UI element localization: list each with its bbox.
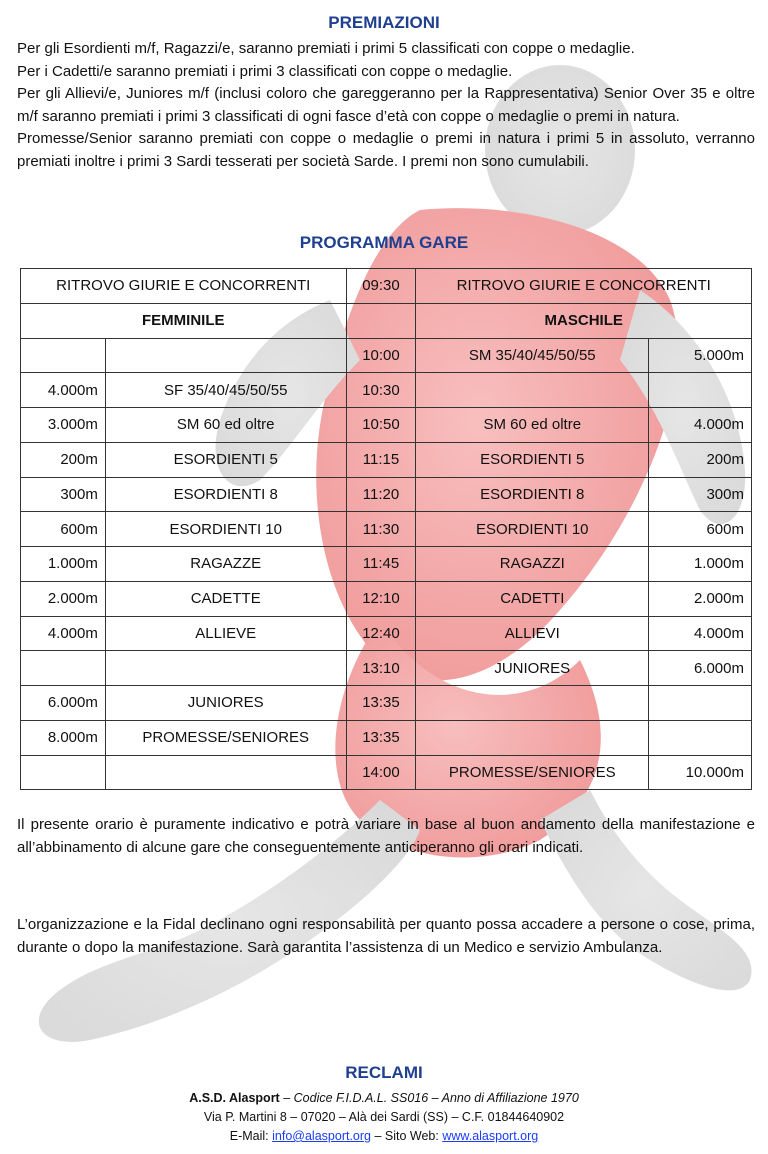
maschile-category-cell: ESORDIENTI 8 bbox=[416, 477, 649, 512]
table-row bbox=[21, 408, 752, 443]
femminile-category-cell bbox=[105, 651, 346, 686]
femminile-distance-cell: 4.000m bbox=[21, 616, 106, 651]
maschile-distance-cell: 10.000m bbox=[649, 755, 752, 790]
ritrovo-time-cell: 09:30 bbox=[346, 269, 416, 304]
femminile-distance-cell bbox=[21, 651, 106, 686]
maschile-distance-cell bbox=[649, 686, 752, 721]
femminile-category-cell: ESORDIENTI 10 bbox=[105, 512, 346, 547]
section-spacer-cell bbox=[346, 303, 416, 338]
maschile-category-cell: SM 60 ed oltre bbox=[416, 408, 649, 443]
maschile-distance-cell: 4.000m bbox=[649, 408, 752, 443]
time-cell: 13:35 bbox=[346, 720, 416, 755]
time-cell: 14:00 bbox=[346, 755, 416, 790]
premiazioni-line-1: Per gli Esordienti m/f, Ragazzi/e, saranno premiati i primi 5 classificati con coppe o medaglie. bbox=[17, 40, 635, 57]
femminile-distance-cell bbox=[21, 338, 106, 373]
femminile-category-cell: CADETTE bbox=[105, 581, 346, 616]
femminile-category-cell: SM 60 ed oltre bbox=[105, 408, 346, 443]
femminile-distance-cell: 8.000m bbox=[21, 720, 106, 755]
footer-org-name: A.S.D. Alasport bbox=[189, 1091, 280, 1105]
table-row-sections bbox=[21, 303, 752, 338]
femminile-distance-cell: 300m bbox=[21, 477, 106, 512]
time-cell: 11:20 bbox=[346, 477, 416, 512]
femminile-distance-cell: 4.000m bbox=[21, 373, 106, 408]
table-row bbox=[21, 651, 752, 686]
femminile-distance-cell: 2.000m bbox=[21, 581, 106, 616]
premiazioni-line-4: Promesse/Senior saranno premiati con coppe o medaglie o premi in natura i primi 5 in assoluto, verranno premiati inoltre i primi 3 Sardi tesserati per società Sarde. I premi non sono cumulabili. bbox=[17, 130, 755, 170]
femminile-distance-cell: 1.000m bbox=[21, 547, 106, 582]
femminile-category-cell: ESORDIENTI 5 bbox=[105, 442, 346, 477]
time-cell: 10:00 bbox=[346, 338, 416, 373]
maschile-distance-cell bbox=[649, 373, 752, 408]
ritrovo-right-cell: RITROVO GIURIE E CONCORRENTI bbox=[416, 269, 752, 304]
table-row bbox=[21, 477, 752, 512]
table-row bbox=[21, 547, 752, 582]
femminile-category-cell: JUNIORES bbox=[105, 686, 346, 721]
time-cell: 10:30 bbox=[346, 373, 416, 408]
femminile-distance-cell: 600m bbox=[21, 512, 106, 547]
femminile-category-cell: PROMESSE/SENIORES bbox=[105, 720, 346, 755]
footer-dash: – bbox=[279, 1091, 294, 1105]
footer-org-line bbox=[0, 1089, 768, 1108]
table-row bbox=[21, 616, 752, 651]
premiazioni-text bbox=[17, 38, 755, 173]
orario-note: Il presente orario è puramente indicativo e potrà variare in base al buon andamento della manifestazione e all’abbinamento di alcune gare che conseguentemente anticiperanno gli orari indicati. bbox=[17, 816, 755, 856]
femminile-distance-cell bbox=[21, 755, 106, 790]
time-cell: 12:10 bbox=[346, 581, 416, 616]
maschile-distance-cell bbox=[649, 720, 752, 755]
time-cell: 12:40 bbox=[346, 616, 416, 651]
footer-address: Via P. Martini 8 – 07020 – Alà dei Sardi (SS) – C.F. 01844640902 bbox=[203, 1110, 565, 1124]
maschile-distance-cell: 1.000m bbox=[649, 547, 752, 582]
maschile-header: MASCHILE bbox=[416, 303, 752, 338]
premiazioni-line-3: Per gli Allievi/e, Juniores m/f (inclusi coloro che gareggeranno per la Rappresentativa) Senior Over 35 e oltre m/f saranno premiati i primi 3 classificati di ogni fasce d’età con coppe o medaglie o premi in natura. bbox=[17, 85, 755, 125]
table-row bbox=[21, 442, 752, 477]
maschile-distance-cell: 6.000m bbox=[649, 651, 752, 686]
premiazioni-title: PREMIAZIONI bbox=[328, 13, 440, 32]
table-row bbox=[21, 338, 752, 373]
table-row bbox=[21, 581, 752, 616]
maschile-category-cell: PROMESSE/SENIORES bbox=[416, 755, 649, 790]
femminile-distance-cell: 200m bbox=[21, 442, 106, 477]
femminile-header: FEMMINILE bbox=[21, 303, 347, 338]
table-row bbox=[21, 373, 752, 408]
footer-codice: Codice F.I.D.A.L. SS016 – Anno di Affiliazione 1970 bbox=[293, 1091, 579, 1105]
time-cell: 13:35 bbox=[346, 686, 416, 721]
maschile-distance-cell: 2.000m bbox=[649, 581, 752, 616]
table-row bbox=[21, 686, 752, 721]
maschile-category-cell: ESORDIENTI 10 bbox=[416, 512, 649, 547]
maschile-distance-cell: 300m bbox=[649, 477, 752, 512]
femminile-category-cell: RAGAZZE bbox=[105, 547, 346, 582]
footer-contacts bbox=[0, 1127, 768, 1146]
table-row bbox=[21, 512, 752, 547]
footer-site-label: – Sito Web: bbox=[371, 1129, 443, 1143]
maschile-category-cell: ALLIEVI bbox=[416, 616, 649, 651]
programma-table bbox=[20, 268, 752, 790]
maschile-category-cell: RAGAZZI bbox=[416, 547, 649, 582]
maschile-category-cell bbox=[416, 686, 649, 721]
femminile-category-cell: SF 35/40/45/50/55 bbox=[105, 373, 346, 408]
femminile-category-cell bbox=[105, 755, 346, 790]
responsabilita-note: L’organizzazione e la Fidal declinano ogni responsabilità per quanto possa accadere a persone o cose, prima, durante o dopo la manifestazione. Sarà garantita l’assistenza di un Medico e servizio Ambulanza. bbox=[17, 916, 755, 956]
footer-email-label: E-Mail: bbox=[229, 1129, 273, 1143]
maschile-distance-cell: 4.000m bbox=[649, 616, 752, 651]
femminile-category-cell bbox=[105, 338, 346, 373]
time-cell: 11:15 bbox=[346, 442, 416, 477]
femminile-category-cell: ALLIEVE bbox=[105, 616, 346, 651]
time-cell: 11:30 bbox=[346, 512, 416, 547]
femminile-distance-cell: 6.000m bbox=[21, 686, 106, 721]
femminile-category-cell: ESORDIENTI 8 bbox=[105, 477, 346, 512]
maschile-category-cell: JUNIORES bbox=[416, 651, 649, 686]
footer-email-link[interactable]: info@alasport.org bbox=[272, 1129, 371, 1143]
time-cell: 11:45 bbox=[346, 547, 416, 582]
maschile-distance-cell: 600m bbox=[649, 512, 752, 547]
reclami-title: RECLAMI bbox=[345, 1063, 423, 1082]
time-cell: 10:50 bbox=[346, 408, 416, 443]
ritrovo-left-cell: RITROVO GIURIE E CONCORRENTI bbox=[21, 269, 347, 304]
maschile-distance-cell: 200m bbox=[649, 442, 752, 477]
maschile-category-cell: SM 35/40/45/50/55 bbox=[416, 338, 649, 373]
time-cell: 13:10 bbox=[346, 651, 416, 686]
programma-title: PROGRAMMA GARE bbox=[299, 233, 469, 252]
femminile-distance-cell: 3.000m bbox=[21, 408, 106, 443]
table-row bbox=[21, 720, 752, 755]
maschile-distance-cell: 5.000m bbox=[649, 338, 752, 373]
maschile-category-cell: ESORDIENTI 5 bbox=[416, 442, 649, 477]
premiazioni-line-2: Per i Cadetti/e saranno premiati i primi 3 classificati con coppe o medaglie. bbox=[17, 62, 513, 80]
table-row bbox=[21, 755, 752, 790]
maschile-category-cell bbox=[416, 720, 649, 755]
maschile-category-cell bbox=[416, 373, 649, 408]
maschile-category-cell: CADETTI bbox=[416, 581, 649, 616]
table-row-ritrovo bbox=[21, 269, 752, 304]
footer-site-link[interactable]: www.alasport.org bbox=[442, 1129, 539, 1143]
